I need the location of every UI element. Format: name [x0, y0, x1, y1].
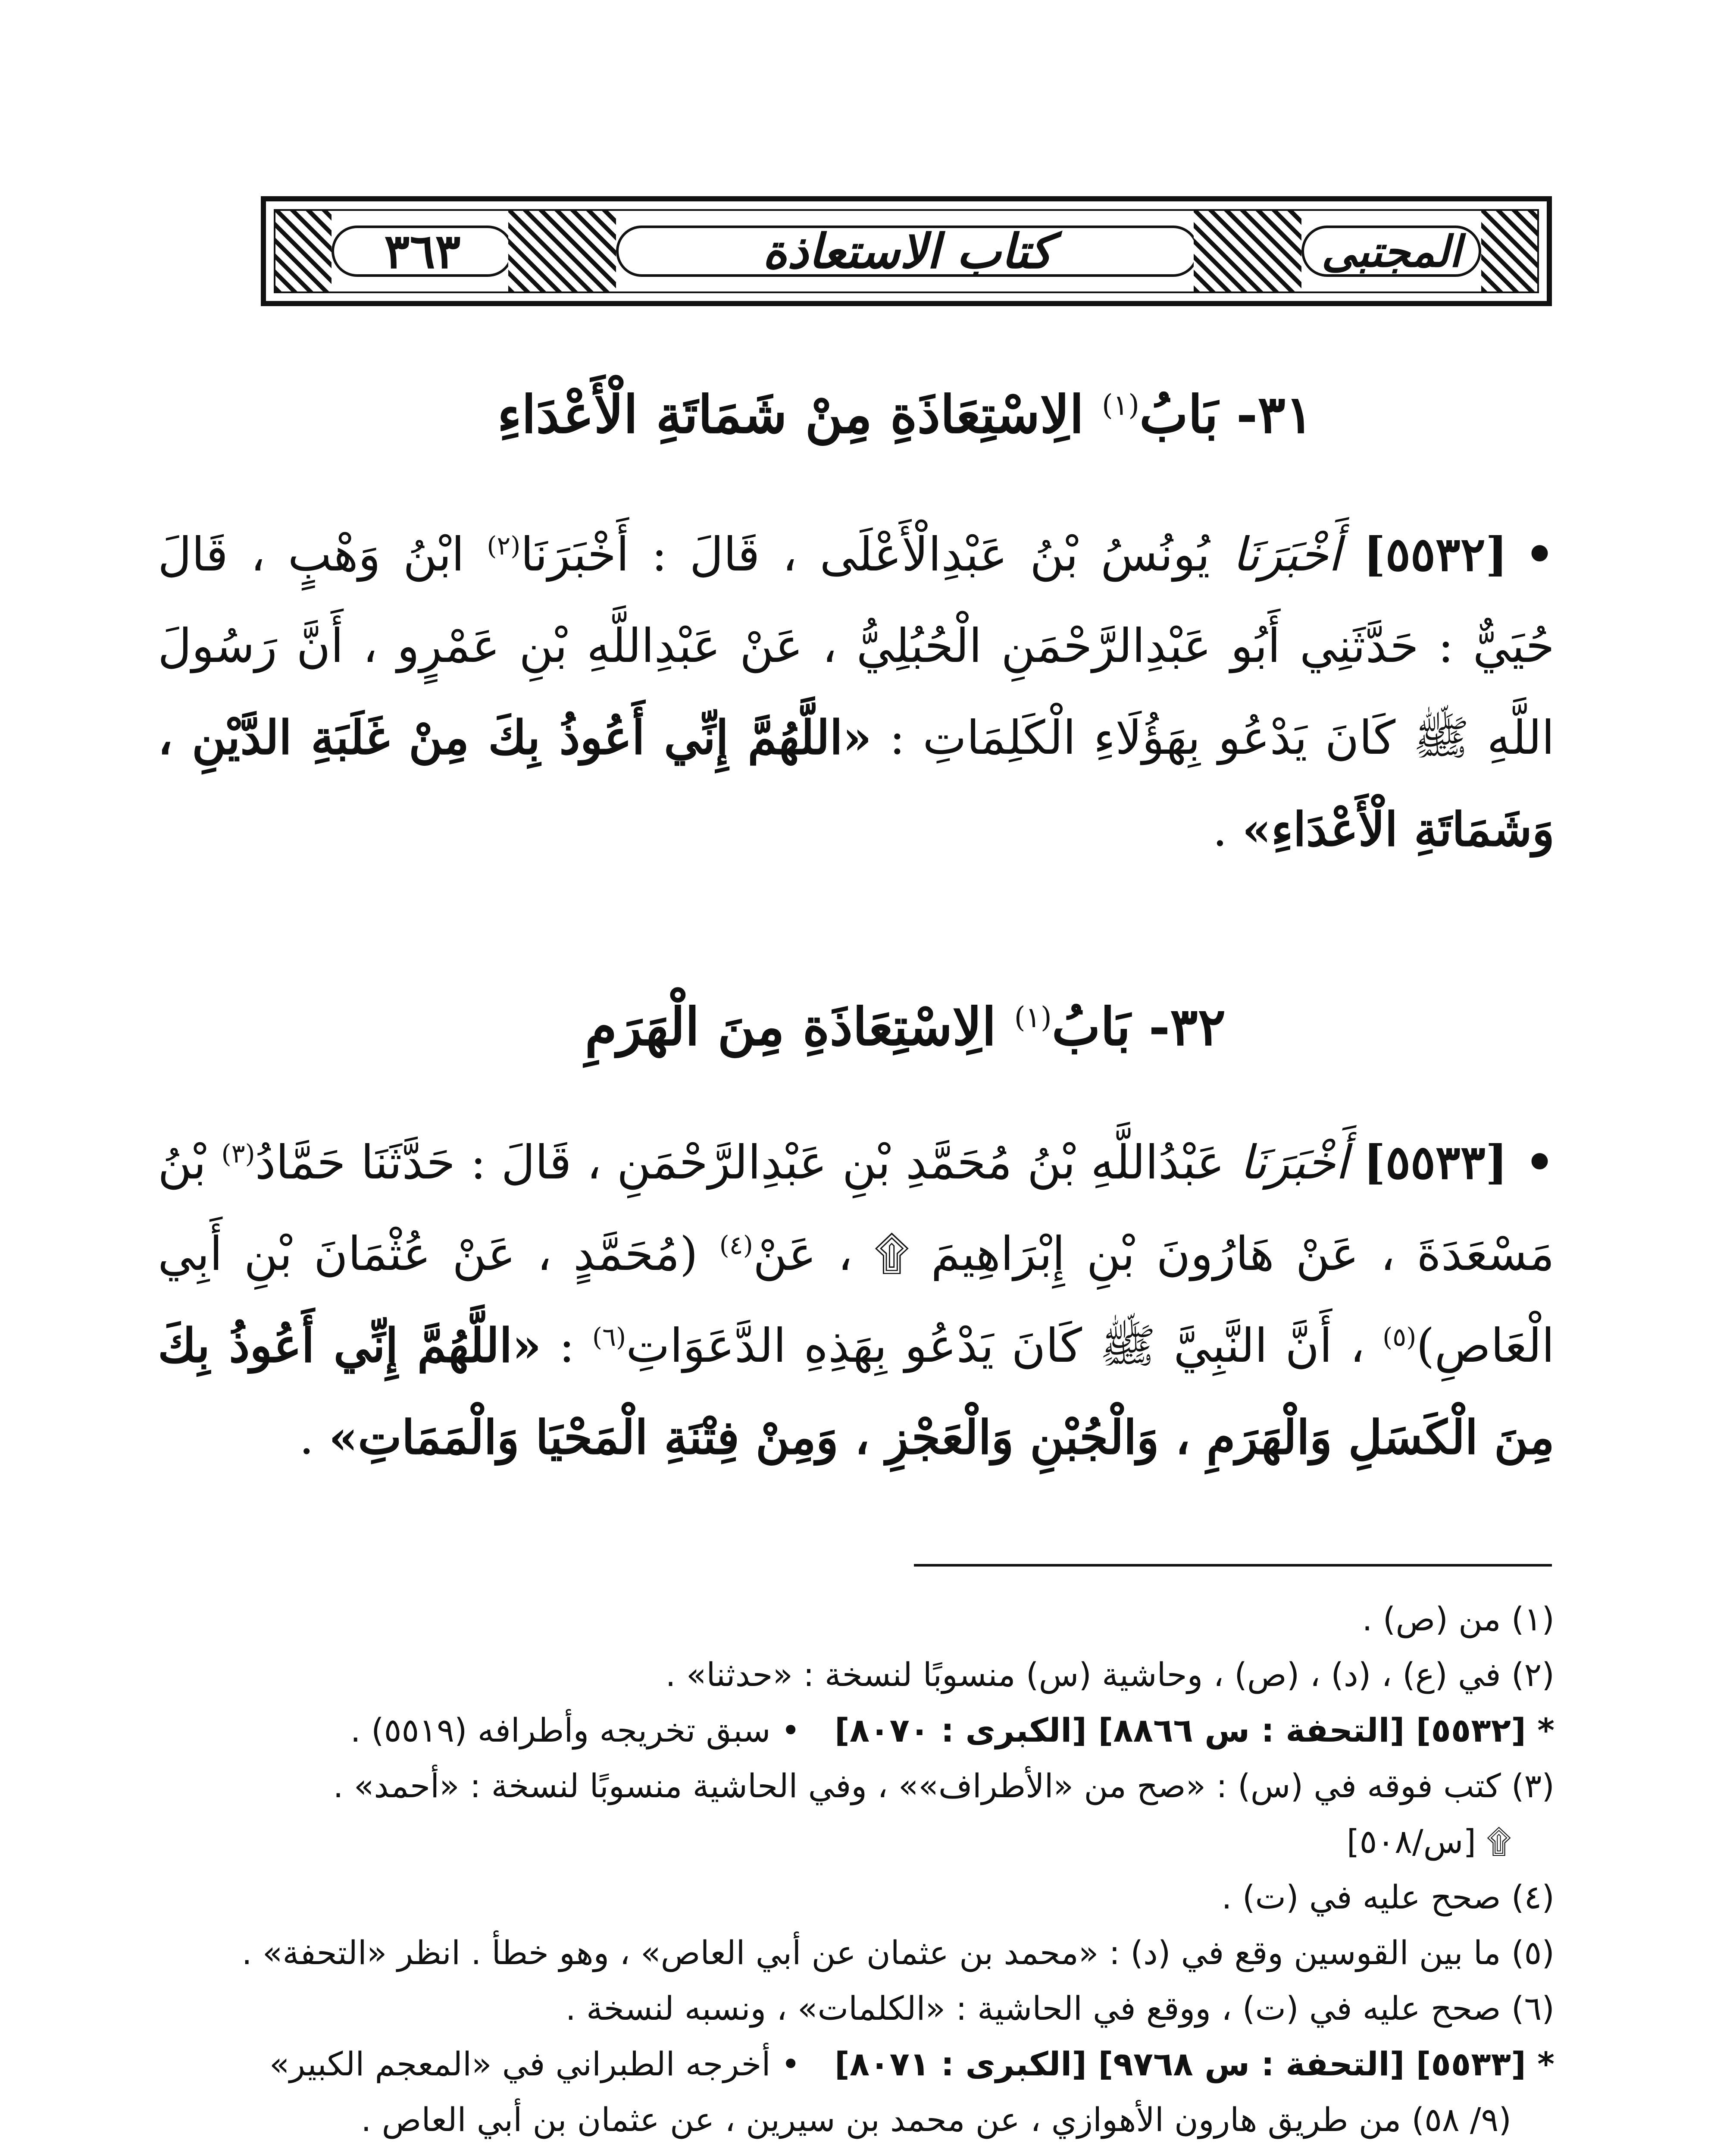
- footnote-ref: (٦): [592, 1322, 626, 1352]
- hadith-end: .: [1212, 803, 1242, 857]
- hadith-dua: «اللَّهُمَّ إِنِّي أَعُوذُ بِكَ مِنْ غَلَبَةِ الدَّيْنِ ، وَشَمَاتَةِ الْأَعْدَاءِ»: [158, 711, 1554, 857]
- hadith-text: بْنُ مَسْعَدَةَ ، عَنْ هَارُونَ بْنِ إِبْرَاهِيمَ ۩ ، عَنْ: [158, 1136, 1554, 1281]
- footnote-4: (٤) صحح عليه في (ت) .: [1221, 1878, 1554, 1916]
- footnote-ref: (٤): [719, 1231, 753, 1260]
- hadith-text: ابْنُ وَهْبٍ ، قَالَ حُيَيٌّ : حَدَّثَنِي أَبُو عَبْدِالرَّحْمَنِ الْحُبُلِيُّ ، عَنْ عَبْدِاللَّهِ بْنِ عَمْرٍو ، أَنَّ رَسُولَ اللَّهِ ﷺ كَانَ يَدْعُو بِهَؤُلَاءِ الْكَلِمَاتِ :: [158, 528, 1554, 765]
- takhrij-note: • سبق تخريجه وأطرافه (٥٥١٩) .: [350, 1711, 801, 1749]
- hadith-number: [٥٥٣٢]: [1363, 527, 1508, 582]
- takhrij-ref: * [٥٥٣٣] [التحفة : س ٩٧٦٨] [الكبرى : ٨٠٧١]: [834, 2045, 1554, 2083]
- footnote-ref: (١): [1102, 389, 1139, 422]
- bullet: •: [1524, 527, 1554, 582]
- chapter-heading-prefix: ٣١- بَابُ: [1139, 384, 1314, 445]
- hadith-text: عَبْدُاللَّهِ بْنُ مُحَمَّدِ بْنِ عَبْدِالرَّحْمَنِ ، قَالَ : حَدَّثَنَا حَمَّادُ: [255, 1136, 1240, 1190]
- takhrij-5533: [158, 2036, 1554, 2092]
- footnote-ref: (٣): [221, 1139, 255, 1169]
- footnote-2: (٢) في (ع) ، (د) ، (ص) ، وحاشية (س) منسوبًا لنسخة : «حدثنا» .: [665, 1655, 1554, 1694]
- page-marker: ۩ [س/٥٠٨]: [1346, 1822, 1511, 1861]
- hadith-text: ، أَنَّ النَّبِيَّ ﷺ كَانَ يَدْعُو بِهَذِهِ الدَّعَوَاتِ: [626, 1319, 1383, 1373]
- hadith-end: .: [299, 1411, 329, 1465]
- hadith-text: :: [541, 1319, 592, 1373]
- series-name: المجتبى: [1301, 226, 1481, 277]
- akhbarana-word: أَخْبَرَنَا: [1232, 528, 1341, 582]
- chapter-heading-text: الِاسْتِعَاذَةِ مِنَ الْهَرَمِ: [585, 997, 1014, 1057]
- hadith-text: يُونُسُ بْنُ عَبْدِالْأَعْلَى ، قَالَ : أَخْبَرَنَا: [520, 528, 1232, 582]
- footnote-separator: [914, 1564, 1552, 1567]
- page-number: ٣٦٣: [332, 226, 513, 277]
- hadith-number: [٥٥٣٣]: [1363, 1135, 1508, 1190]
- header-pattern-middle-left: [508, 211, 616, 291]
- footnote-5: (٥) ما بين القوسين وقع في (د) : «محمد بن عثمان عن أبي العاص» ، وهو خطأ . انظر «التحفة» .: [241, 1934, 1554, 1972]
- footnote-1: (١) من (ص) .: [1362, 1600, 1554, 1638]
- chapter-heading-31: [259, 384, 1552, 446]
- hadith-dua: «اللَّهُمَّ إِنِّي أَعُوذُ بِكَ مِنَ الْكَسَلِ وَالْهَرَمِ ، وَالْجُبْنِ وَالْعَجْزِ ، وَمِنْ فِتْنَةِ الْمَحْيَا وَالْمَمَاتِ»: [158, 1319, 1554, 1465]
- takhrij-note: • أخرجه الطبراني في «المعجم الكبير»: [269, 2045, 801, 2083]
- header-inner-border: [274, 209, 1539, 293]
- hadith-5533: [158, 1117, 1554, 1484]
- header-pattern-right: [1481, 211, 1537, 291]
- takhrij-continuation: (٩/ ٥٨) من طريق هارون الأهوازي ، عن محمد بن سيرين ، عن عثمان بن أبي العاص .: [361, 2100, 1511, 2139]
- footnotes: [158, 1591, 1554, 2147]
- hadith-5532: [158, 509, 1554, 876]
- footnote-3: (٣) كتب فوقه في (س) : «صح من «الأطراف»» ، وفي الحاشية منسوبًا لنسخة : «أحمد» .: [333, 1767, 1554, 1805]
- header-pattern-middle-right: [1194, 211, 1301, 291]
- page-header: [261, 196, 1552, 306]
- hadith-text: (مُحَمَّدٍ ، عَنْ عُثْمَانَ بْنِ أَبِي الْعَاصِ): [158, 1227, 1554, 1373]
- footnote-ref: (٢): [487, 531, 521, 561]
- takhrij-ref: * [٥٥٣٢] [التحفة : س ٨٨٦٦] [الكبرى : ٨٠٧٠]: [834, 1711, 1554, 1749]
- bullet: •: [1524, 1135, 1554, 1190]
- chapter-heading-32: [259, 996, 1552, 1058]
- book-title: كتاب الاستعاذة: [616, 226, 1199, 277]
- footnote-ref: (١): [1014, 1001, 1052, 1034]
- chapter-heading-prefix: ٣٢- بَابُ: [1051, 997, 1226, 1057]
- footnote-6: (٦) صحح عليه في (ت) ، ووقع في الحاشية : «الكلمات» ، ونسبه لنسخة .: [565, 1989, 1554, 2028]
- header-pattern-left: [275, 211, 332, 291]
- takhrij-5532: [158, 1702, 1554, 1758]
- chapter-heading-text: الِاسْتِعَاذَةِ مِنْ شَمَاتَةِ الْأَعْدَاءِ: [497, 384, 1102, 445]
- footnote-ref: (٥): [1382, 1322, 1417, 1352]
- akhbarana-word: أَخْبَرَنَا: [1239, 1136, 1348, 1190]
